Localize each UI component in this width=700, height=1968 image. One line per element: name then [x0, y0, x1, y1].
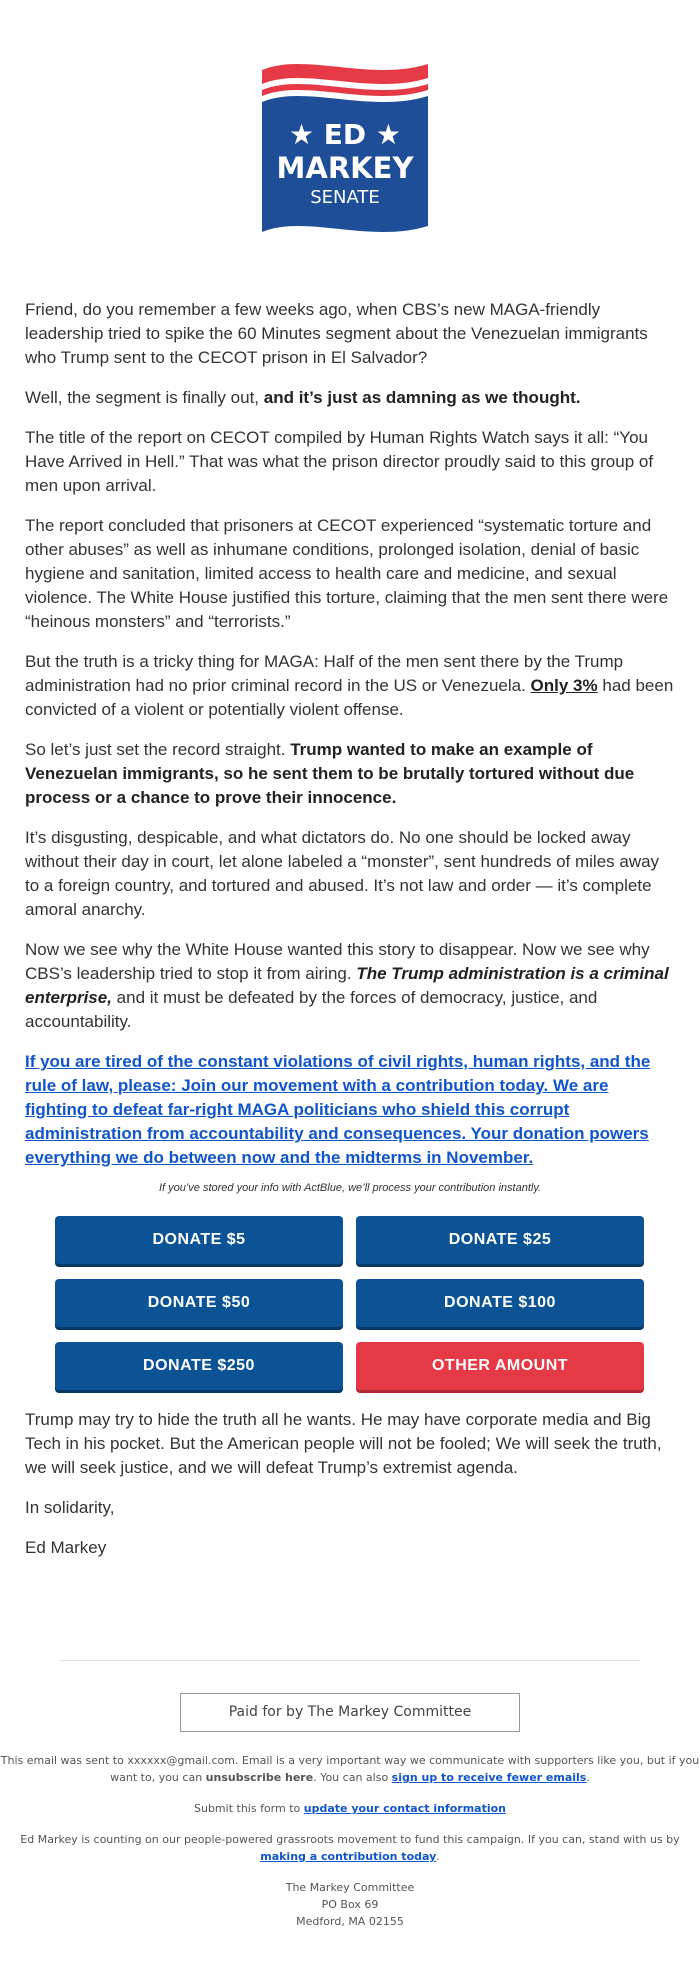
unsubscribe-link[interactable]: unsubscribe here: [205, 1771, 314, 1784]
donate-button-grid: [55, 1216, 675, 1390]
paragraph-segment: Trump wanted to make an example of Venezuelan immigrants, so he sent them to be brutally tortured without due process or a chance to prove their innocence.: [25, 740, 635, 807]
donate-amount-button[interactable]: DONATE $250: [55, 1342, 343, 1390]
sent-to-prefix: This email was sent to xxxxxx@gmail.com. Email is a very important way we communicate with supporters like you, but if you want to, you can: [0, 1754, 700, 1784]
logo-top-red-stripe: [262, 64, 428, 84]
donate-amount-button[interactable]: DONATE $100: [356, 1279, 644, 1327]
paragraph-segment: The report concluded that prisoners at CECOT experienced “systematic torture and other abuses” as well as inhumane conditions, prolonged isolation, denial of basic hygiene and sanitation, limited access to health care and medicine, and sexual violence. The White House justified this torture, claiming that the men sent there were “heinous monsters” and “terrorists.”: [25, 516, 669, 631]
logo-markey-text: MARKEY: [276, 151, 414, 185]
email-body: [25, 298, 675, 1576]
body-paragraph: [25, 826, 675, 922]
donate-amount-button[interactable]: DONATE $25: [356, 1216, 644, 1264]
address-line: PO Box 69: [321, 1898, 379, 1911]
actblue-note: If you’ve stored your info with ActBlue, we’ll process your contribution instantly.: [158, 1182, 542, 1194]
footer-grassroots-text: [0, 1831, 700, 1865]
paragraph-segment: and it must be defeated by the forces of democracy, justice, and accountability.: [25, 988, 598, 1031]
logo-ed-text: ★ ED ★: [288, 118, 402, 151]
paragraph-segment: Now we see why the White House wanted this story to disappear. Now we see why CBS’s leadership tried to stop it from airing.: [25, 940, 650, 983]
paragraph-segment: So let’s just set the record straight.: [25, 740, 291, 759]
logo-senate-text: SENATE: [310, 187, 380, 208]
sent-to-suffix: .: [586, 1771, 590, 1784]
contribution-call-to-action-link[interactable]: If you are tired of the constant violations of civil rights, human rights, and the rule of law, please: Join our movement with a contribution today. We are fighting to defeat far-right MAGA politicians who shield this corrupt administration from accountability and consequences. Your donation powers everything we do between now and the midterms in November.: [25, 1052, 651, 1167]
donate-amount-button[interactable]: DONATE $5: [55, 1216, 343, 1264]
footer-divider: [60, 1660, 640, 1661]
paragraph-segment: and it’s just as damning as we thought.: [263, 388, 581, 407]
grassroots-suffix: .: [436, 1850, 440, 1863]
logo-bottom-red-stripe: [262, 84, 428, 96]
paragraph-segment: Only 3%: [530, 676, 598, 695]
paragraph-segment: The title of the report on CECOT compiled by Human Rights Watch says it all: “You Have Arrived in Hell.” That was what the prison director proudly said to this group of men upon arrival.: [25, 428, 654, 495]
address-line: The Markey Committee: [285, 1881, 415, 1894]
update-contact-info-link[interactable]: update your contact information: [303, 1802, 506, 1815]
other-amount-button[interactable]: OTHER AMOUNT: [356, 1342, 644, 1390]
address-line: Medford, MA 02155: [296, 1915, 404, 1928]
body-paragraph: [25, 650, 675, 722]
email-footer: [0, 1660, 700, 1930]
paid-for-disclaimer: Paid for by The Markey Committee: [180, 1693, 520, 1732]
signoff: In solidarity,: [25, 1498, 115, 1517]
body-paragraph: [25, 514, 675, 634]
mailing-address: [0, 1879, 700, 1930]
footer-sent-to-text: [0, 1752, 700, 1786]
paragraph-segment: Well, the segment is finally out,: [25, 388, 264, 407]
body-paragraphs: [25, 298, 675, 1034]
body-paragraph: [25, 386, 675, 410]
body-paragraph: [25, 738, 675, 810]
sent-to-middle: . You can also: [313, 1771, 392, 1784]
closing-paragraph: Trump may try to hide the truth all he wants. He may have corporate media and Big Tech in his pocket. But the American people will not be fooled; We will seek the truth, we will seek justice, and we will defeat Trump’s extremist agenda.: [25, 1410, 662, 1477]
signature: Ed Markey: [25, 1538, 107, 1557]
make-contribution-link[interactable]: making a contribution today: [260, 1850, 437, 1863]
grassroots-prefix: Ed Markey is counting on our people-powered grassroots movement to fund this campaign. If you can, stand with us by: [20, 1833, 680, 1846]
paragraph-segment: It’s disgusting, despicable, and what dictators do. No one should be locked away without their day in court, let alone labeled a “monster”, sent hundreds of miles away to a foreign country, and tortured and abused. It’s not law and order — it’s complete amoral anarchy.: [25, 828, 660, 919]
paragraph-segment: The Trump administration is a criminal enterprise,: [25, 964, 669, 1007]
fewer-emails-link[interactable]: sign up to receive fewer emails: [391, 1771, 587, 1784]
donate-amount-button[interactable]: DONATE $50: [55, 1279, 343, 1327]
paragraph-segment: had been convicted of a violent or potentially violent offense.: [25, 676, 674, 719]
body-paragraph: [25, 426, 675, 498]
paragraph-segment: Friend, do you remember a few weeks ago, when CBS’s new MAGA-friendly leadership tried to spike the 60 Minutes segment about the Venezuelan immigrants who Trump sent to the CECOT prison in El Salvador?: [25, 300, 648, 367]
body-paragraph: [25, 938, 675, 1034]
body-paragraph: [25, 298, 675, 370]
footer-contact-text: [0, 1800, 700, 1817]
ed-markey-senate-logo[interactable]: [260, 56, 430, 240]
contact-prefix: Submit this form to: [193, 1802, 304, 1815]
paragraph-segment: But the truth is a tricky thing for MAGA: Half of the men sent there by the Trump administration had no prior criminal record in the US or Venezuela.: [25, 652, 624, 695]
